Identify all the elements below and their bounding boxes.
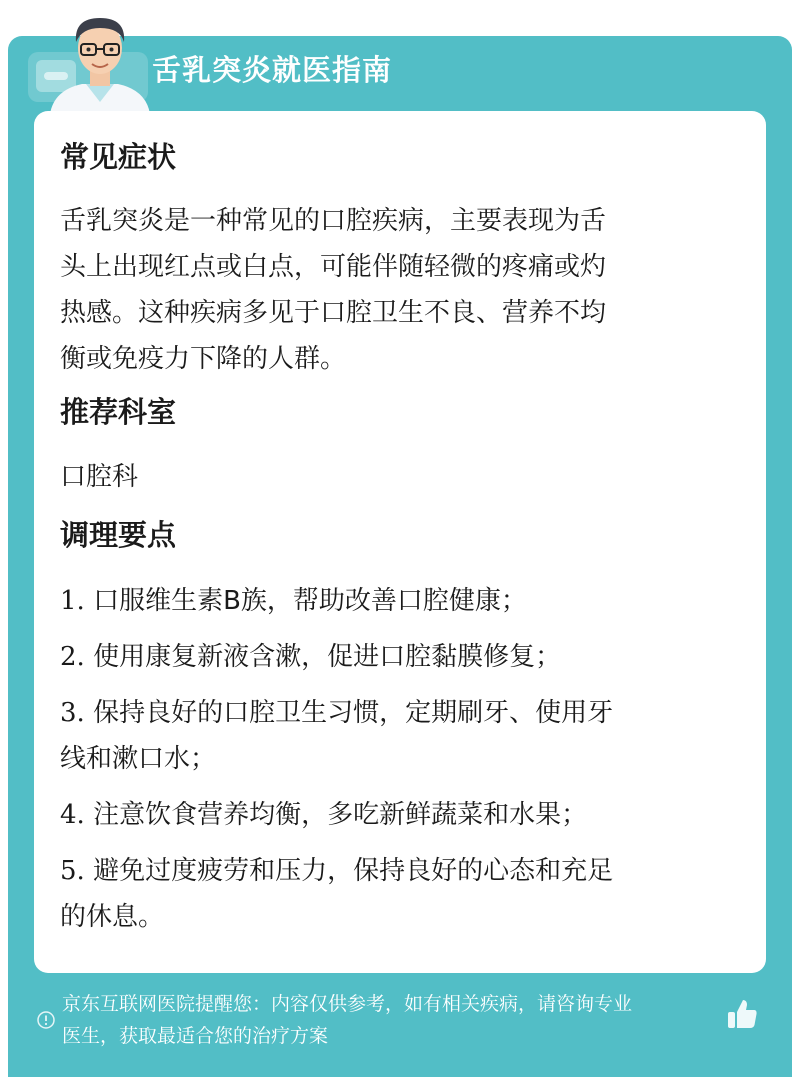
care-item-number: 2. [60, 642, 85, 672]
info-icon [36, 1010, 56, 1030]
care-item-4 [60, 792, 730, 838]
doctor-avatar-icon [40, 6, 160, 114]
care-item-text: 注意饮食营养均衡，多吃新鲜蔬菜和水果； [93, 800, 588, 830]
thumbs-up-icon[interactable] [724, 996, 760, 1032]
care-item-text: 保持良好的口腔卫生习惯，定期刷牙、使用牙 [93, 698, 614, 728]
section-heading-department: 推荐科室 [60, 395, 177, 429]
care-item-number: 4. [60, 800, 85, 830]
department-value: 口腔科 [60, 462, 139, 492]
care-item-number: 3. [60, 698, 85, 728]
symptoms-line-3: 热感。这种疾病多见于口腔卫生不良、营养不均 [60, 298, 607, 328]
care-item-3-cont: 线和漱口水； [60, 744, 217, 774]
care-item-5 [60, 848, 730, 894]
care-item-5-cont: 的休息。 [60, 902, 165, 932]
symptoms-line-1: 舌乳突炎是一种常见的口腔疾病，主要表现为舌 [60, 206, 607, 236]
page-title: 舌乳突炎就医指南 [152, 53, 393, 87]
care-item-number: 1. [60, 586, 85, 616]
care-item-2 [60, 634, 730, 680]
section-heading-symptoms: 常见症状 [60, 140, 177, 174]
footer-line-1: 京东互联网医院提醒您：内容仅供参考，如有相关疾病，请咨询专业 [62, 993, 633, 1015]
footer-line-2: 医生，获取最适合您的治疗方案 [62, 1025, 329, 1047]
section-heading-care: 调理要点 [60, 518, 177, 552]
care-item-text: 口服维生素B族，帮助改善口腔健康； [93, 586, 527, 616]
care-item-number: 5. [60, 856, 85, 886]
symptoms-line-2: 头上出现红点或白点，可能伴随轻微的疼痛或灼 [60, 252, 607, 282]
symptoms-line-4: 衡或免疫力下降的人群。 [60, 344, 347, 374]
care-item-1 [60, 578, 730, 624]
footer-disclaimer [62, 988, 732, 1052]
care-item-3 [60, 690, 730, 736]
care-item-text: 使用康复新液含漱，促进口腔黏膜修复； [93, 642, 562, 672]
care-item-text: 避免过度疲劳和压力，保持良好的心态和充足 [93, 856, 614, 886]
